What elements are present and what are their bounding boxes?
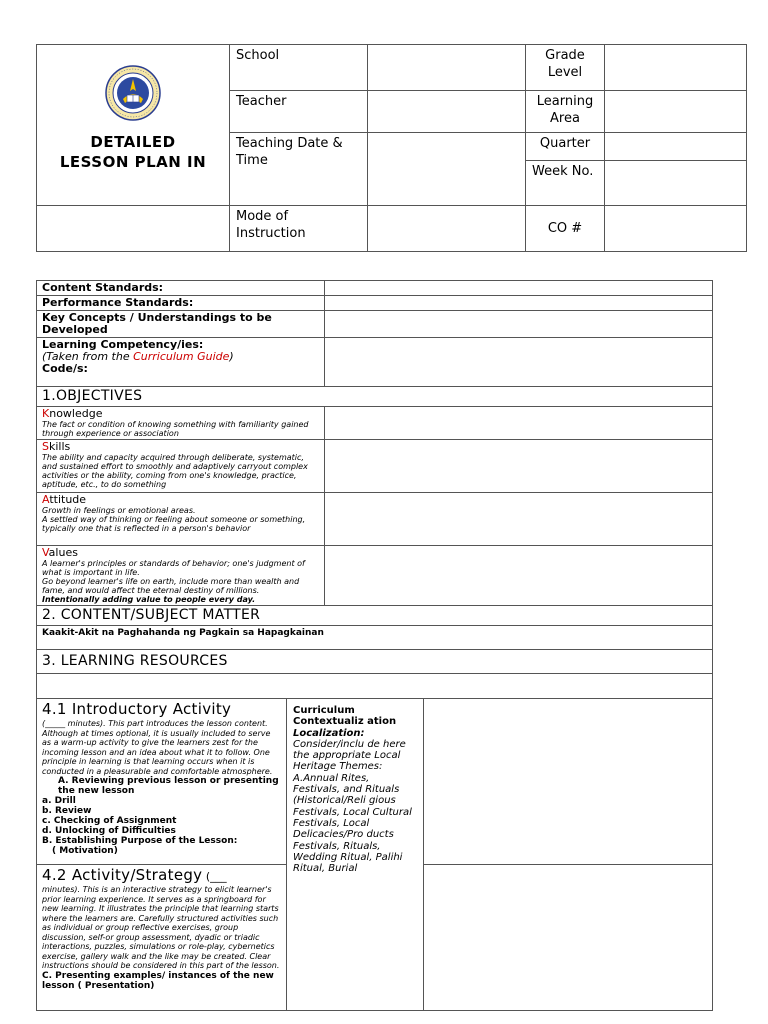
- attitude-cell: [37, 493, 325, 546]
- header-table: [36, 44, 747, 252]
- attitude-initial: A: [42, 493, 50, 506]
- skills-initial: S: [42, 440, 49, 453]
- attitude-label: ttitude: [49, 493, 87, 506]
- intro-assignment: c. Checking of Assignment: [42, 816, 177, 826]
- intro-field[interactable]: [424, 699, 713, 865]
- attitude-field[interactable]: [325, 493, 713, 546]
- values-initial: V: [42, 546, 49, 559]
- competency-field[interactable]: [325, 338, 713, 387]
- date-label: Teaching Date & Time: [230, 133, 368, 206]
- quarter-field[interactable]: [605, 133, 747, 161]
- lesson-plan-table: [36, 280, 713, 1011]
- codes-label: Code/s:: [42, 362, 88, 375]
- content-topic[interactable]: Kaakit-Akit na Paghahanda ng Pagkain sa Hapagkainan: [37, 626, 713, 650]
- knowledge-field[interactable]: [325, 407, 713, 440]
- activity-item-c: C. Presenting examples/ instances of the new lesson ( Presentation): [42, 970, 274, 991]
- intro-review: b. Review: [42, 806, 92, 816]
- blank-title-cell: [37, 206, 230, 252]
- activity-field[interactable]: [424, 865, 713, 1011]
- deped-seal-icon: [105, 65, 161, 121]
- intro-item-a: A. Reviewing previous lesson or presenting the new lesson: [58, 776, 279, 796]
- objectives-heading: 1.OBJECTIVES: [37, 387, 713, 407]
- resources-field[interactable]: [37, 674, 713, 699]
- intro-desc: (_____ minutes). This part introduces the lesson content. Although at times optional, it is usually included to serve as a warm-up activity to give the learners zest for the incoming lesson and an idea about what it to follow. One principle in learning is that learning occurs when it is conducted in a pleasurable and comfortable atmosphere.: [42, 719, 273, 776]
- activity-heading-suffix: (___: [202, 870, 227, 883]
- skills-field[interactable]: [325, 440, 713, 493]
- school-label: School: [230, 45, 368, 91]
- contextualization-cell: [287, 699, 424, 1011]
- competency-label: Learning Competency/ies:: [42, 338, 204, 351]
- competency-cell: [37, 338, 325, 387]
- contextualization-title: Curriculum Contextualiz ation: [293, 705, 397, 728]
- performance-standards-label: Performance Standards:: [37, 296, 325, 311]
- week-label: Week No.: [526, 161, 605, 206]
- knowledge-initial: K: [42, 407, 50, 420]
- taken-prefix: (Taken from the: [42, 350, 134, 363]
- values-desc-2: Go beyond learner's life on earth, include more than wealth and fame, and would affect the eternal destiny of millions.: [42, 577, 300, 595]
- content-standards-field[interactable]: [325, 281, 713, 296]
- curriculum-guide-link: Curriculum Guide: [133, 350, 230, 363]
- values-cell: [37, 546, 325, 606]
- teacher-label: Teacher: [230, 91, 368, 133]
- school-field[interactable]: [368, 45, 526, 91]
- skills-desc: The ability and capacity acquired through deliberate, systematic, and sustained effort to smoothly and adaptively carryout complex activities or the ability, coming from one's knowledge, practice, aptitude, etc., to do something: [42, 453, 308, 489]
- key-concepts-label: Key Concepts / Understandings to be Developed: [37, 311, 325, 338]
- taken-suffix: ): [229, 350, 234, 363]
- intro-drill: a. Drill: [42, 796, 76, 806]
- knowledge-label: nowledge: [49, 407, 103, 420]
- attitude-desc-1: Growth in feelings or emotional areas.: [42, 506, 196, 515]
- activity-heading: 4.2 Activity/Strategy: [42, 866, 203, 884]
- activity-desc: minutes). This is an interactive strategy to elicit learner's prior learning experience. It serves as a springboard for new learning. It illustrates the principle that learning starts where the learners are. Carefully structured activities such as individual or group reflective exercises, group discussion, self-or group assessment, dyadic or triadic interactions, puzzles, simulations or role-play, cybernetics exercise, gallery walk and the like may be created. Clear instructions should be considered in this part of the lesson.: [42, 885, 280, 970]
- intro-item-b: B. Establishing Purpose of the Lesson:: [42, 836, 238, 846]
- teacher-field[interactable]: [368, 91, 526, 133]
- performance-standards-field[interactable]: [325, 296, 713, 311]
- intro-motivation: ( Motivation): [52, 846, 118, 856]
- key-concepts-field[interactable]: [325, 311, 713, 338]
- week-field[interactable]: [605, 161, 747, 206]
- activity-heading-line: [42, 866, 281, 885]
- values-field[interactable]: [325, 546, 713, 606]
- co-field[interactable]: [605, 206, 747, 252]
- content-heading: 2. CONTENT/SUBJECT MATTER: [37, 606, 713, 626]
- grade-field[interactable]: [605, 45, 747, 91]
- skills-label: kills: [48, 440, 71, 453]
- values-label: alues: [48, 546, 78, 559]
- skills-cell: [37, 440, 325, 493]
- knowledge-desc: The fact or condition of knowing something with familiarity gained through experience or association: [42, 420, 309, 438]
- area-field[interactable]: [605, 91, 747, 133]
- intro-heading: 4.1 Introductory Activity: [42, 700, 232, 718]
- date-field[interactable]: [368, 133, 526, 206]
- intro-cell: [37, 699, 287, 865]
- attitude-desc-2: A settled way of thinking or feeling about someone or something, typically one that is reflected in a person's behavior: [42, 515, 306, 533]
- values-desc-3: Intentionally adding value to people every day.: [42, 595, 256, 604]
- plan-title-line2: LESSON PLAN IN: [59, 153, 207, 171]
- quarter-label: Quarter: [526, 133, 605, 161]
- title-cell: [37, 45, 230, 206]
- activity-cell: [37, 865, 287, 1011]
- area-label: Learning Area: [526, 91, 605, 133]
- resources-heading: 3. LEARNING RESOURCES: [37, 650, 713, 674]
- grade-label: Grade Level: [526, 45, 605, 91]
- values-desc-1: A learner's principles or standards of behavior; one's judgment of what is important in life.: [42, 559, 305, 577]
- mode-field[interactable]: [368, 206, 526, 252]
- contextualization-body: Consider/inclu de here the appropriate Local Heritage Themes: A.Annual Rites, Festivals, and Rituals (Historical/Reli gious Festivals, Local Cultural Festivals, Local Delicacies/Pro ducts Festivals, Rituals, Wedding Ritual, Palihi Ritual, Burial: [293, 738, 412, 875]
- co-label: CO #: [526, 206, 605, 252]
- knowledge-cell: [37, 407, 325, 440]
- content-standards-label: Content Standards:: [37, 281, 325, 296]
- localization-label: Localization:: [293, 727, 365, 739]
- intro-difficulties: d. Unlocking of Difficulties: [42, 826, 176, 836]
- mode-label: Mode of Instruction: [230, 206, 368, 252]
- plan-title-line1: DETAILED: [90, 133, 176, 151]
